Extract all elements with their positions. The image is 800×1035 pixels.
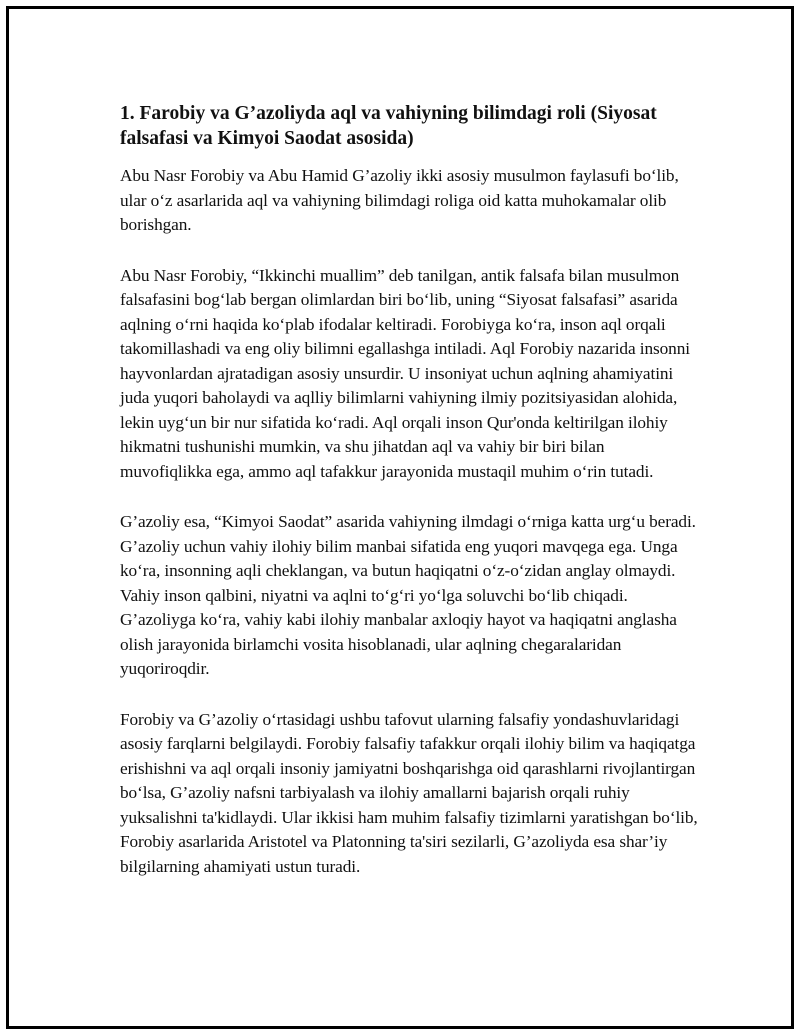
paragraph-comparison: Forobiy va G’azoliy o‘rtasidagi ushbu tafovut ularning falsafiy yondashuvlaridagi asosiy farqlarni belgilaydi. Forobiy falsafiy tafakkur orqali ilohiy bilim va haqiqatga erishishni va aql orqali insoniy jamiyatni boshqarishga oid qarashlarni rivojlantirgan bo‘lsa, G’azoliy nafsni tarbiyalash va ilohiy amallarni bajarish orqali ruhiy yuksalishni ta'kidlaydi. Ular ikkisi ham muhim falsafiy tizimlarni yaratishgan bo‘lib, Forobiy asarlarida Aristotel va Platonning ta'siri sezilarli, G’azoliyda esa shar’iy bilgilarning ahamiyati ustun turadi.: [120, 709, 698, 876]
paragraph-intro: Abu Nasr Forobiy va Abu Hamid G’azoliy ikki asosiy musulmon faylasufi bo‘lib, ular o‘z asarlarida aql va vahiyning bilimdagi roliga oid katta muhokamalar olib borishgan.: [120, 166, 679, 234]
page-frame: [6, 6, 794, 1029]
paragraph-gazoliy: G’azoliy esa, “Kimyoi Saodat” asarida vahiyning ilmdagi o‘rniga katta urg‘u beradi. G’azoliy uchun vahiy ilohiy bilim manbai sifatida eng yuqori mavqega ega. Unga ko‘ra, insonning aqli cheklangan, va butun haqiqatni o‘z-o‘zidan anglay olmaydi. Vahiy inson qalbini, niyatni va aqlni to‘g‘ri yo‘lga soluvchi bo‘lib chiqadi. G’azoliyga ko‘ra, vahiy kabi ilohiy manbalar axloqiy hayot va haqiqatni anglasha olish jarayonida birlamchi vosita hisoblanadi, ular aqlning chegaralaridan yuqoriroqdir.: [120, 512, 696, 678]
document-title: 1. Farobiy va G’azoliyda aql va vahiyning bilimdagi roli (Siyosat falsafasi va Kimyoi Saodat asosida): [120, 103, 657, 149]
paragraph-farobiy: Abu Nasr Forobiy, “Ikkinchi muallim” deb tanilgan, antik falsafa bilan musulmon falsafasini bog‘lab bergan olimlardan biri bo‘lib, uning “Siyosat falsafasi” asarida aqlning o‘rni haqida ko‘plab ifodalar keltiradi. Forobiyga ko‘ra, inson aql orqali takomillashadi va eng oliy bilimni egallashga intiladi. Aql Forobiy nazarida insonni hayvonlardan ajratadigan asosiy unsurdir. U insoniyat uchun aqlning ahamiyatini juda yuqori baholaydi va aqlliy bilimlarni vahiyning ilmiy pozitsiyasidan alohida, lekin uyg‘un bir nur sifatida ko‘radi. Aql orqali inson Qur'onda keltirilgan ilohiy hikmatni tushunishi mumkin, va shu jihatdan aql va vahiy bir biri bilan muvofiqlikka ega, ammo aql tafakkur jarayonida mustaqil muhim o‘rin tutadi.: [120, 265, 690, 481]
document-body: [120, 101, 700, 905]
